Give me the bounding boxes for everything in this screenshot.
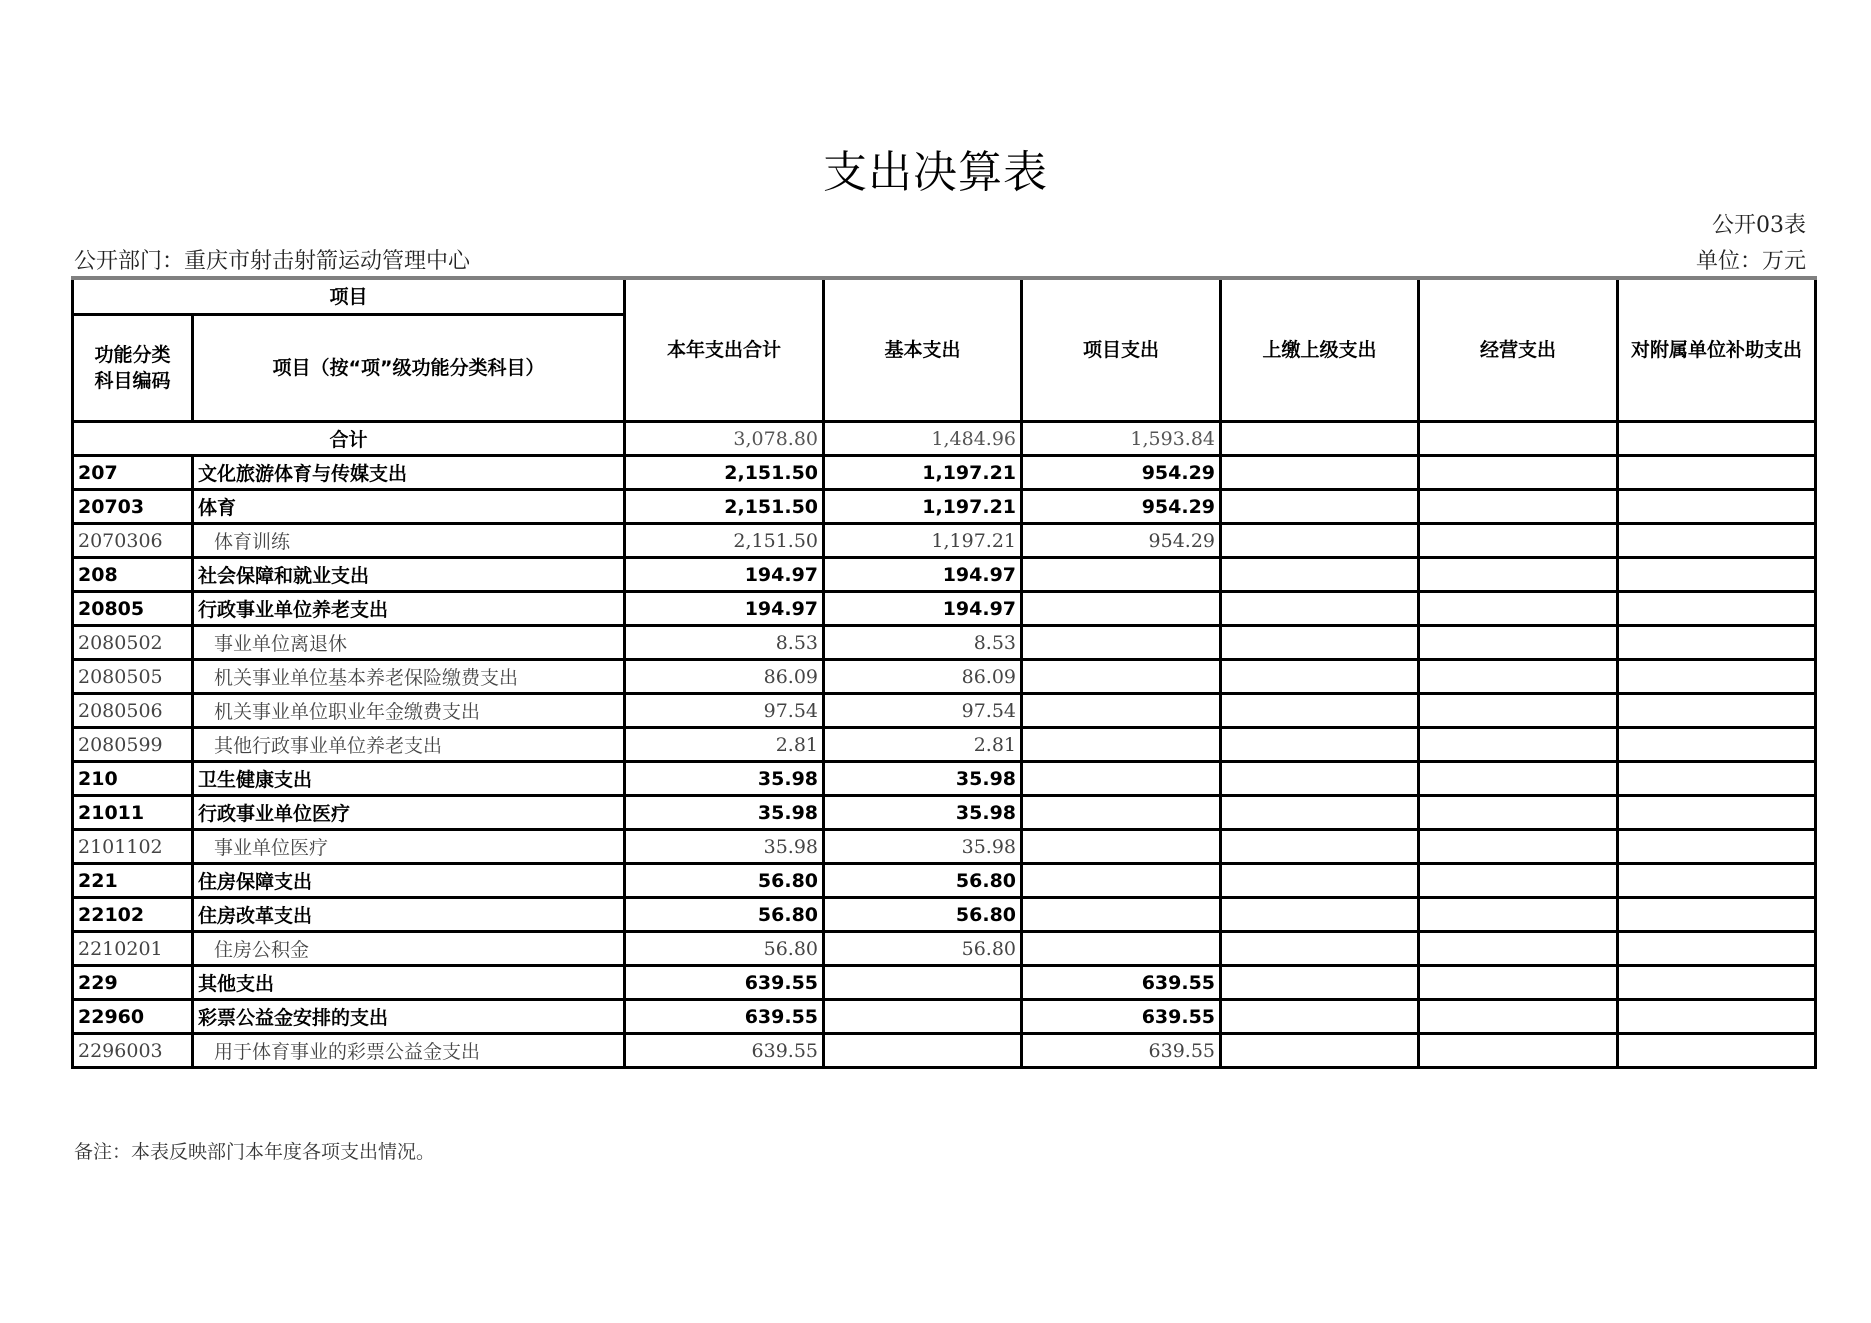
cell-basic: 1,197.21: [824, 490, 1022, 524]
cell-business: [1419, 1000, 1618, 1034]
cell-total: 194.97: [625, 558, 824, 592]
cell-basic: [824, 966, 1022, 1000]
cell-basic: 97.54: [824, 694, 1022, 728]
cell-subsidy: [1618, 728, 1816, 762]
cell-total: 639.55: [625, 1034, 824, 1068]
cell-code: 2070306: [73, 524, 193, 558]
table-row: [73, 592, 1816, 626]
cell-basic: 35.98: [824, 830, 1022, 864]
header-business: 经营支出: [1419, 278, 1618, 422]
cell-basic: 56.80: [824, 932, 1022, 966]
cell-total: 35.98: [625, 762, 824, 796]
cell-project: 639.55: [1022, 1034, 1221, 1068]
cell-name: 机关事业单位基本养老保险缴费支出: [193, 660, 625, 694]
total-label: 合计: [73, 422, 625, 456]
table-row: [73, 524, 1816, 558]
cell-name: 体育训练: [193, 524, 625, 558]
cell-code: 229: [73, 966, 193, 1000]
cell-name: 行政事业单位养老支出: [193, 592, 625, 626]
cell-business: [1419, 490, 1618, 524]
table-row: [73, 1034, 1816, 1068]
cell-subsidy: [1618, 830, 1816, 864]
cell-business: [1419, 898, 1618, 932]
cell-basic: 35.98: [824, 762, 1022, 796]
table-row: [73, 626, 1816, 660]
cell-total: 2,151.50: [625, 490, 824, 524]
cell-project: 954.29: [1022, 456, 1221, 490]
cell-upper: [1221, 626, 1419, 660]
cell-subsidy: [1618, 626, 1816, 660]
cell-code: 2080506: [73, 694, 193, 728]
cell-total: 8.53: [625, 626, 824, 660]
cell-code: 2296003: [73, 1034, 193, 1068]
cell-project: [1022, 694, 1221, 728]
total-cell-basic: 1,484.96: [824, 422, 1022, 456]
header-item-name: 项目（按“项”级功能分类科目）: [193, 315, 625, 422]
cell-subsidy: [1618, 1034, 1816, 1068]
cell-project: [1022, 626, 1221, 660]
cell-subsidy: [1618, 966, 1816, 1000]
cell-upper: [1221, 558, 1419, 592]
cell-business: [1419, 660, 1618, 694]
table-row: [73, 456, 1816, 490]
cell-business: [1419, 762, 1618, 796]
cell-code: 207: [73, 456, 193, 490]
cell-upper: [1221, 796, 1419, 830]
cell-subsidy: [1618, 898, 1816, 932]
cell-project: 954.29: [1022, 524, 1221, 558]
cell-business: [1419, 456, 1618, 490]
cell-name: 彩票公益金安排的支出: [193, 1000, 625, 1034]
cell-basic: 8.53: [824, 626, 1022, 660]
cell-basic: 35.98: [824, 796, 1022, 830]
cell-upper: [1221, 966, 1419, 1000]
cell-total: 35.98: [625, 830, 824, 864]
cell-subsidy: [1618, 694, 1816, 728]
table-row: [73, 694, 1816, 728]
cell-total: 56.80: [625, 932, 824, 966]
cell-name: 其他行政事业单位养老支出: [193, 728, 625, 762]
cell-subsidy: [1618, 524, 1816, 558]
cell-upper: [1221, 456, 1419, 490]
cell-basic: 194.97: [824, 592, 1022, 626]
cell-subsidy: [1618, 592, 1816, 626]
cell-upper: [1221, 830, 1419, 864]
cell-business: [1419, 524, 1618, 558]
cell-basic: 86.09: [824, 660, 1022, 694]
table-row: [73, 966, 1816, 1000]
cell-total: 56.80: [625, 898, 824, 932]
cell-name: 机关事业单位职业年金缴费支出: [193, 694, 625, 728]
table-row: [73, 830, 1816, 864]
cell-upper: [1221, 660, 1419, 694]
cell-total: 86.09: [625, 660, 824, 694]
table-row: [73, 796, 1816, 830]
cell-basic: [824, 1000, 1022, 1034]
cell-code: 208: [73, 558, 193, 592]
table-row: [73, 558, 1816, 592]
cell-business: [1419, 728, 1618, 762]
cell-code: 2101102: [73, 830, 193, 864]
header-project: 项目支出: [1022, 278, 1221, 422]
cell-code: 2210201: [73, 932, 193, 966]
cell-name: 住房公积金: [193, 932, 625, 966]
cell-business: [1419, 966, 1618, 1000]
cell-total: 2,151.50: [625, 456, 824, 490]
cell-code: 20805: [73, 592, 193, 626]
footnote: 备注：本表反映部门本年度各项支出情况。: [74, 1141, 436, 1163]
expenditure-table: [71, 276, 1817, 1069]
cell-upper: [1221, 762, 1419, 796]
cell-upper: [1221, 898, 1419, 932]
cell-business: [1419, 558, 1618, 592]
cell-business: [1419, 830, 1618, 864]
cell-name: 住房改革支出: [193, 898, 625, 932]
cell-name: 文化旅游体育与传媒支出: [193, 456, 625, 490]
cell-upper: [1221, 932, 1419, 966]
table-row: [73, 898, 1816, 932]
cell-project: [1022, 796, 1221, 830]
cell-total: 97.54: [625, 694, 824, 728]
header-row: [73, 278, 1816, 315]
cell-subsidy: [1618, 932, 1816, 966]
cell-name: 事业单位离退休: [193, 626, 625, 660]
cell-business: [1419, 694, 1618, 728]
cell-basic: 194.97: [824, 558, 1022, 592]
cell-project: [1022, 932, 1221, 966]
cell-subsidy: [1618, 558, 1816, 592]
cell-subsidy: [1618, 660, 1816, 694]
cell-subsidy: [1618, 762, 1816, 796]
cell-upper: [1221, 490, 1419, 524]
cell-basic: 56.80: [824, 864, 1022, 898]
cell-upper: [1221, 864, 1419, 898]
cell-total: 639.55: [625, 966, 824, 1000]
cell-total: 2,151.50: [625, 524, 824, 558]
cell-business: [1419, 932, 1618, 966]
cell-name: 卫生健康支出: [193, 762, 625, 796]
cell-total: 35.98: [625, 796, 824, 830]
cell-project: [1022, 592, 1221, 626]
cell-business: [1419, 592, 1618, 626]
cell-code: 20703: [73, 490, 193, 524]
cell-project: 639.55: [1022, 966, 1221, 1000]
cell-business: [1419, 864, 1618, 898]
cell-name: 体育: [193, 490, 625, 524]
header-item-group: 项目: [73, 278, 625, 315]
cell-subsidy: [1618, 1000, 1816, 1034]
department-label: 公开部门：重庆市射击射箭运动管理中心: [74, 249, 471, 274]
cell-business: [1419, 626, 1618, 660]
cell-code: 2080599: [73, 728, 193, 762]
cell-subsidy: [1618, 490, 1816, 524]
cell-code: 2080505: [73, 660, 193, 694]
cell-upper: [1221, 524, 1419, 558]
cell-name: 住房保障支出: [193, 864, 625, 898]
unit-label: 单位：万元: [1695, 249, 1806, 274]
cell-basic: 56.80: [824, 898, 1022, 932]
cell-name: 其他支出: [193, 966, 625, 1000]
cell-business: [1419, 796, 1618, 830]
cell-project: 639.55: [1022, 1000, 1221, 1034]
table-row: [73, 1000, 1816, 1034]
cell-basic: 1,197.21: [824, 456, 1022, 490]
cell-project: 954.29: [1022, 490, 1221, 524]
cell-code: 22102: [73, 898, 193, 932]
cell-total: 639.55: [625, 1000, 824, 1034]
cell-subsidy: [1618, 456, 1816, 490]
cell-project: [1022, 728, 1221, 762]
cell-project: [1022, 660, 1221, 694]
cell-code: 2080502: [73, 626, 193, 660]
header-total: 本年支出合计: [625, 278, 824, 422]
cell-project: [1022, 558, 1221, 592]
page-title: 支出决算表: [823, 147, 1048, 198]
cell-total: 2.81: [625, 728, 824, 762]
table-row: [73, 660, 1816, 694]
cell-code: 21011: [73, 796, 193, 830]
cell-project: [1022, 762, 1221, 796]
table-row: [73, 932, 1816, 966]
cell-upper: [1221, 1034, 1419, 1068]
cell-basic: 2.81: [824, 728, 1022, 762]
header-code: 功能分类科目编码: [73, 315, 193, 422]
header-subsidy: 对附属单位补助支出: [1618, 278, 1816, 422]
cell-total: 56.80: [625, 864, 824, 898]
total-cell-subsidy: [1618, 422, 1816, 456]
total-row: [73, 422, 1816, 456]
header-basic: 基本支出: [824, 278, 1022, 422]
cell-upper: [1221, 694, 1419, 728]
cell-upper: [1221, 1000, 1419, 1034]
cell-basic: 1,197.21: [824, 524, 1022, 558]
cell-project: [1022, 830, 1221, 864]
total-cell-project: 1,593.84: [1022, 422, 1221, 456]
cell-code: 210: [73, 762, 193, 796]
cell-name: 社会保障和就业支出: [193, 558, 625, 592]
cell-basic: [824, 1034, 1022, 1068]
form-number: 公开03表: [1712, 213, 1806, 238]
cell-project: [1022, 864, 1221, 898]
header-upper: 上缴上级支出: [1221, 278, 1419, 422]
cell-name: 行政事业单位医疗: [193, 796, 625, 830]
cell-name: 用于体育事业的彩票公益金支出: [193, 1034, 625, 1068]
table-row: [73, 728, 1816, 762]
total-cell-business: [1419, 422, 1618, 456]
total-cell-upper: [1221, 422, 1419, 456]
cell-subsidy: [1618, 864, 1816, 898]
cell-upper: [1221, 728, 1419, 762]
cell-name: 事业单位医疗: [193, 830, 625, 864]
table-row: [73, 762, 1816, 796]
cell-code: 221: [73, 864, 193, 898]
cell-total: 194.97: [625, 592, 824, 626]
table-row: [73, 864, 1816, 898]
total-cell-total: 3,078.80: [625, 422, 824, 456]
cell-subsidy: [1618, 796, 1816, 830]
cell-code: 22960: [73, 1000, 193, 1034]
table-row: [73, 490, 1816, 524]
cell-business: [1419, 1034, 1618, 1068]
cell-project: [1022, 898, 1221, 932]
cell-upper: [1221, 592, 1419, 626]
